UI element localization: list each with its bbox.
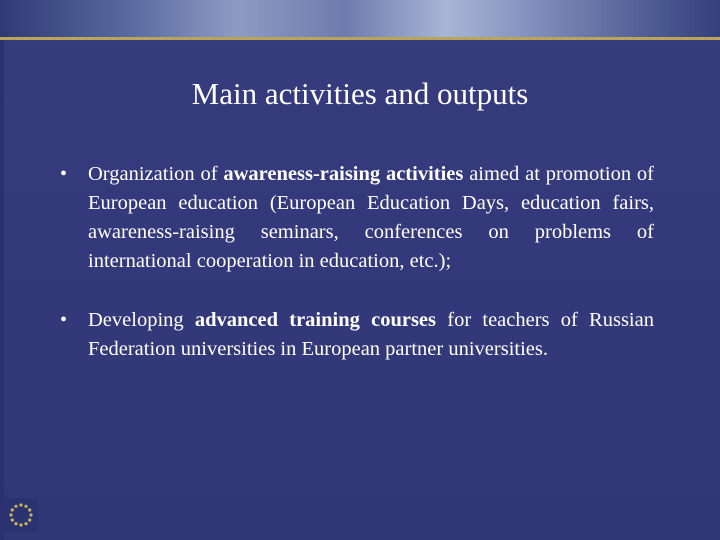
left-edge-stripe [0, 40, 4, 540]
bullet-list [58, 160, 654, 394]
bullet-text-bold: awareness-raising activities [223, 163, 464, 185]
bullet-dot: • [60, 309, 68, 331]
top-banner [0, 0, 720, 40]
bullet-text-start: Organization of [88, 163, 224, 185]
bullet-item [58, 306, 654, 364]
bullet-dot: • [60, 163, 68, 185]
banner-rule [0, 37, 720, 40]
bullet-text-end: aimed at promotion of European education (European Education Days, education fairs, awareness-raising seminars, conferences on problems of international cooperation in education, etc.); [88, 163, 654, 272]
bullet-text-start: Developing [88, 309, 195, 331]
bullet-text-end: for teachers of Russian Federation universities in European partner universities. [88, 309, 654, 360]
slide-title: Main activities and outputs [191, 76, 529, 111]
bullet-item [58, 160, 654, 276]
bullet-text-bold: advanced training courses [194, 309, 437, 331]
eu-stars-icon [4, 498, 38, 532]
